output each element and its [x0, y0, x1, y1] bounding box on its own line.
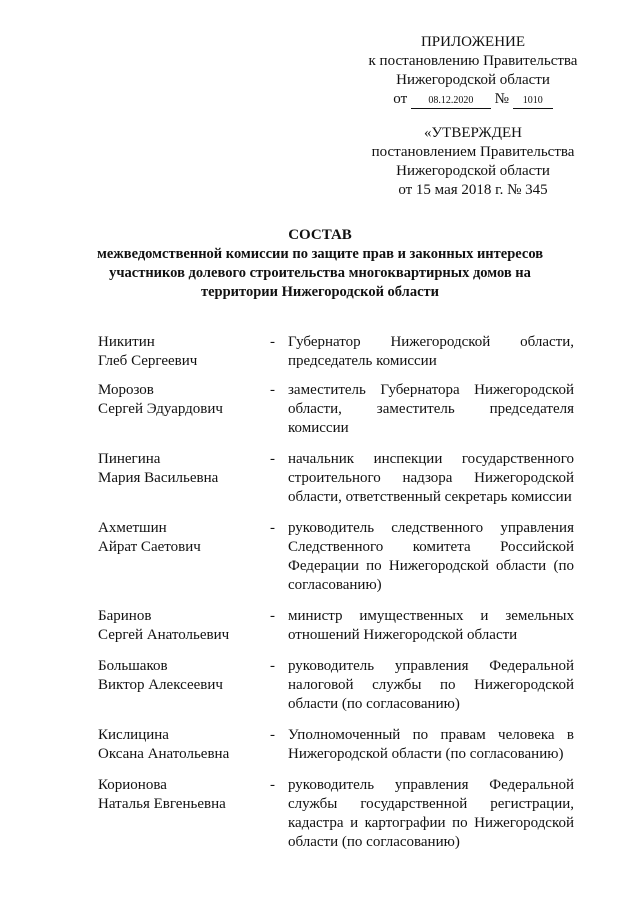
member-position: руководитель управления Федеральной службы государственной регистрации, кадастра и картографии по Нижегородской области (по согласованию): [288, 777, 574, 850]
member-dash: -: [270, 658, 275, 674]
approved-line-3: Нижегородской области: [396, 163, 550, 179]
member-dash: -: [270, 520, 275, 536]
member-surname: Морозов: [98, 382, 154, 398]
approved-line-4: от 15 мая 2018 г. № 345: [398, 182, 548, 198]
member-surname: Корионова: [98, 777, 167, 793]
member-position: Губернатор Нижегородской области, председатель комиссии: [288, 334, 574, 369]
member-surname: Кислицина: [98, 727, 169, 743]
member-position: министр имущественных и земельных отношений Нижегородской области: [288, 608, 574, 643]
member-given-name: Сергей Эдуардович: [98, 401, 223, 417]
number-sign: №: [494, 91, 509, 107]
member-dash: -: [270, 608, 275, 624]
member-surname: Баринов: [98, 608, 152, 624]
member-dash: -: [270, 727, 275, 743]
appendix-block: [358, 33, 588, 109]
member-position: заместитель Губернатора Нижегородской области, заместитель председателя комиссии: [288, 382, 574, 436]
date-value: 08.12.2020: [411, 94, 491, 109]
member-name: [98, 450, 270, 507]
title-main: СОСТАВ: [288, 227, 352, 243]
member-position: начальник инспекции государственного строительного надзора Нижегородской области, ответственный секретарь комиссии: [288, 451, 574, 505]
document-title: [90, 226, 550, 302]
member-row: [98, 657, 578, 714]
member-position: руководитель следственного управления Следственного комитета Российской Федерации по Нижегородской области (по согласованию): [288, 520, 574, 593]
appendix-line-2: Нижегородской области: [396, 72, 550, 88]
member-given-name: Виктор Алексеевич: [98, 677, 223, 693]
member-surname: Большаков: [98, 658, 168, 674]
approved-block: [358, 124, 588, 200]
member-row: [98, 381, 578, 438]
members-list: [98, 333, 578, 852]
member-row: [98, 333, 578, 371]
member-row: [98, 726, 578, 764]
title-sub-line-2: участников долевого строительства многоквартирных домов на: [109, 265, 531, 281]
member-dash: -: [270, 451, 275, 467]
member-name: [98, 519, 270, 595]
member-given-name: Оксана Анатольевна: [98, 746, 230, 762]
member-name: [98, 607, 270, 645]
date-prefix: от: [393, 91, 408, 107]
member-given-name: Глеб Сергеевич: [98, 353, 198, 369]
member-row: [98, 450, 578, 507]
approved-line-1: «УТВЕРЖДЕН: [424, 125, 522, 141]
member-name: [98, 333, 270, 371]
member-given-name: Наталья Евгеньевна: [98, 796, 226, 812]
member-name: [98, 657, 270, 714]
member-given-name: Мария Васильевна: [98, 470, 219, 486]
member-position: Уполномоченный по правам человека в Нижегородской области (по согласованию): [288, 727, 574, 762]
member-dash: -: [270, 382, 275, 398]
member-surname: Пинегина: [98, 451, 161, 467]
member-surname: Никитин: [98, 334, 155, 350]
member-surname: Ахметшин: [98, 520, 167, 536]
member-name: [98, 381, 270, 438]
member-dash: -: [270, 334, 275, 350]
title-sub-line-3: территории Нижегородской области: [201, 284, 439, 300]
approved-line-2: постановлением Правительства: [371, 144, 575, 160]
member-row: [98, 519, 578, 595]
member-dash: -: [270, 777, 275, 793]
title-sub-line-1: межведомственной комиссии по защите прав и законных интересов: [96, 246, 544, 262]
member-name: [98, 776, 270, 852]
member-row: [98, 776, 578, 852]
member-given-name: Айрат Саетович: [98, 539, 201, 555]
appendix-title: ПРИЛОЖЕНИЕ: [420, 34, 526, 50]
member-row: [98, 607, 578, 645]
member-name: [98, 726, 270, 764]
member-position: руководитель управления Федеральной налоговой службы по Нижегородской области (по согласованию): [288, 658, 574, 712]
number-value: 1010: [513, 94, 553, 109]
appendix-line-1: к постановлению Правительства: [368, 53, 578, 69]
member-given-name: Сергей Анатольевич: [98, 627, 230, 643]
appendix-date-line: [358, 90, 588, 109]
